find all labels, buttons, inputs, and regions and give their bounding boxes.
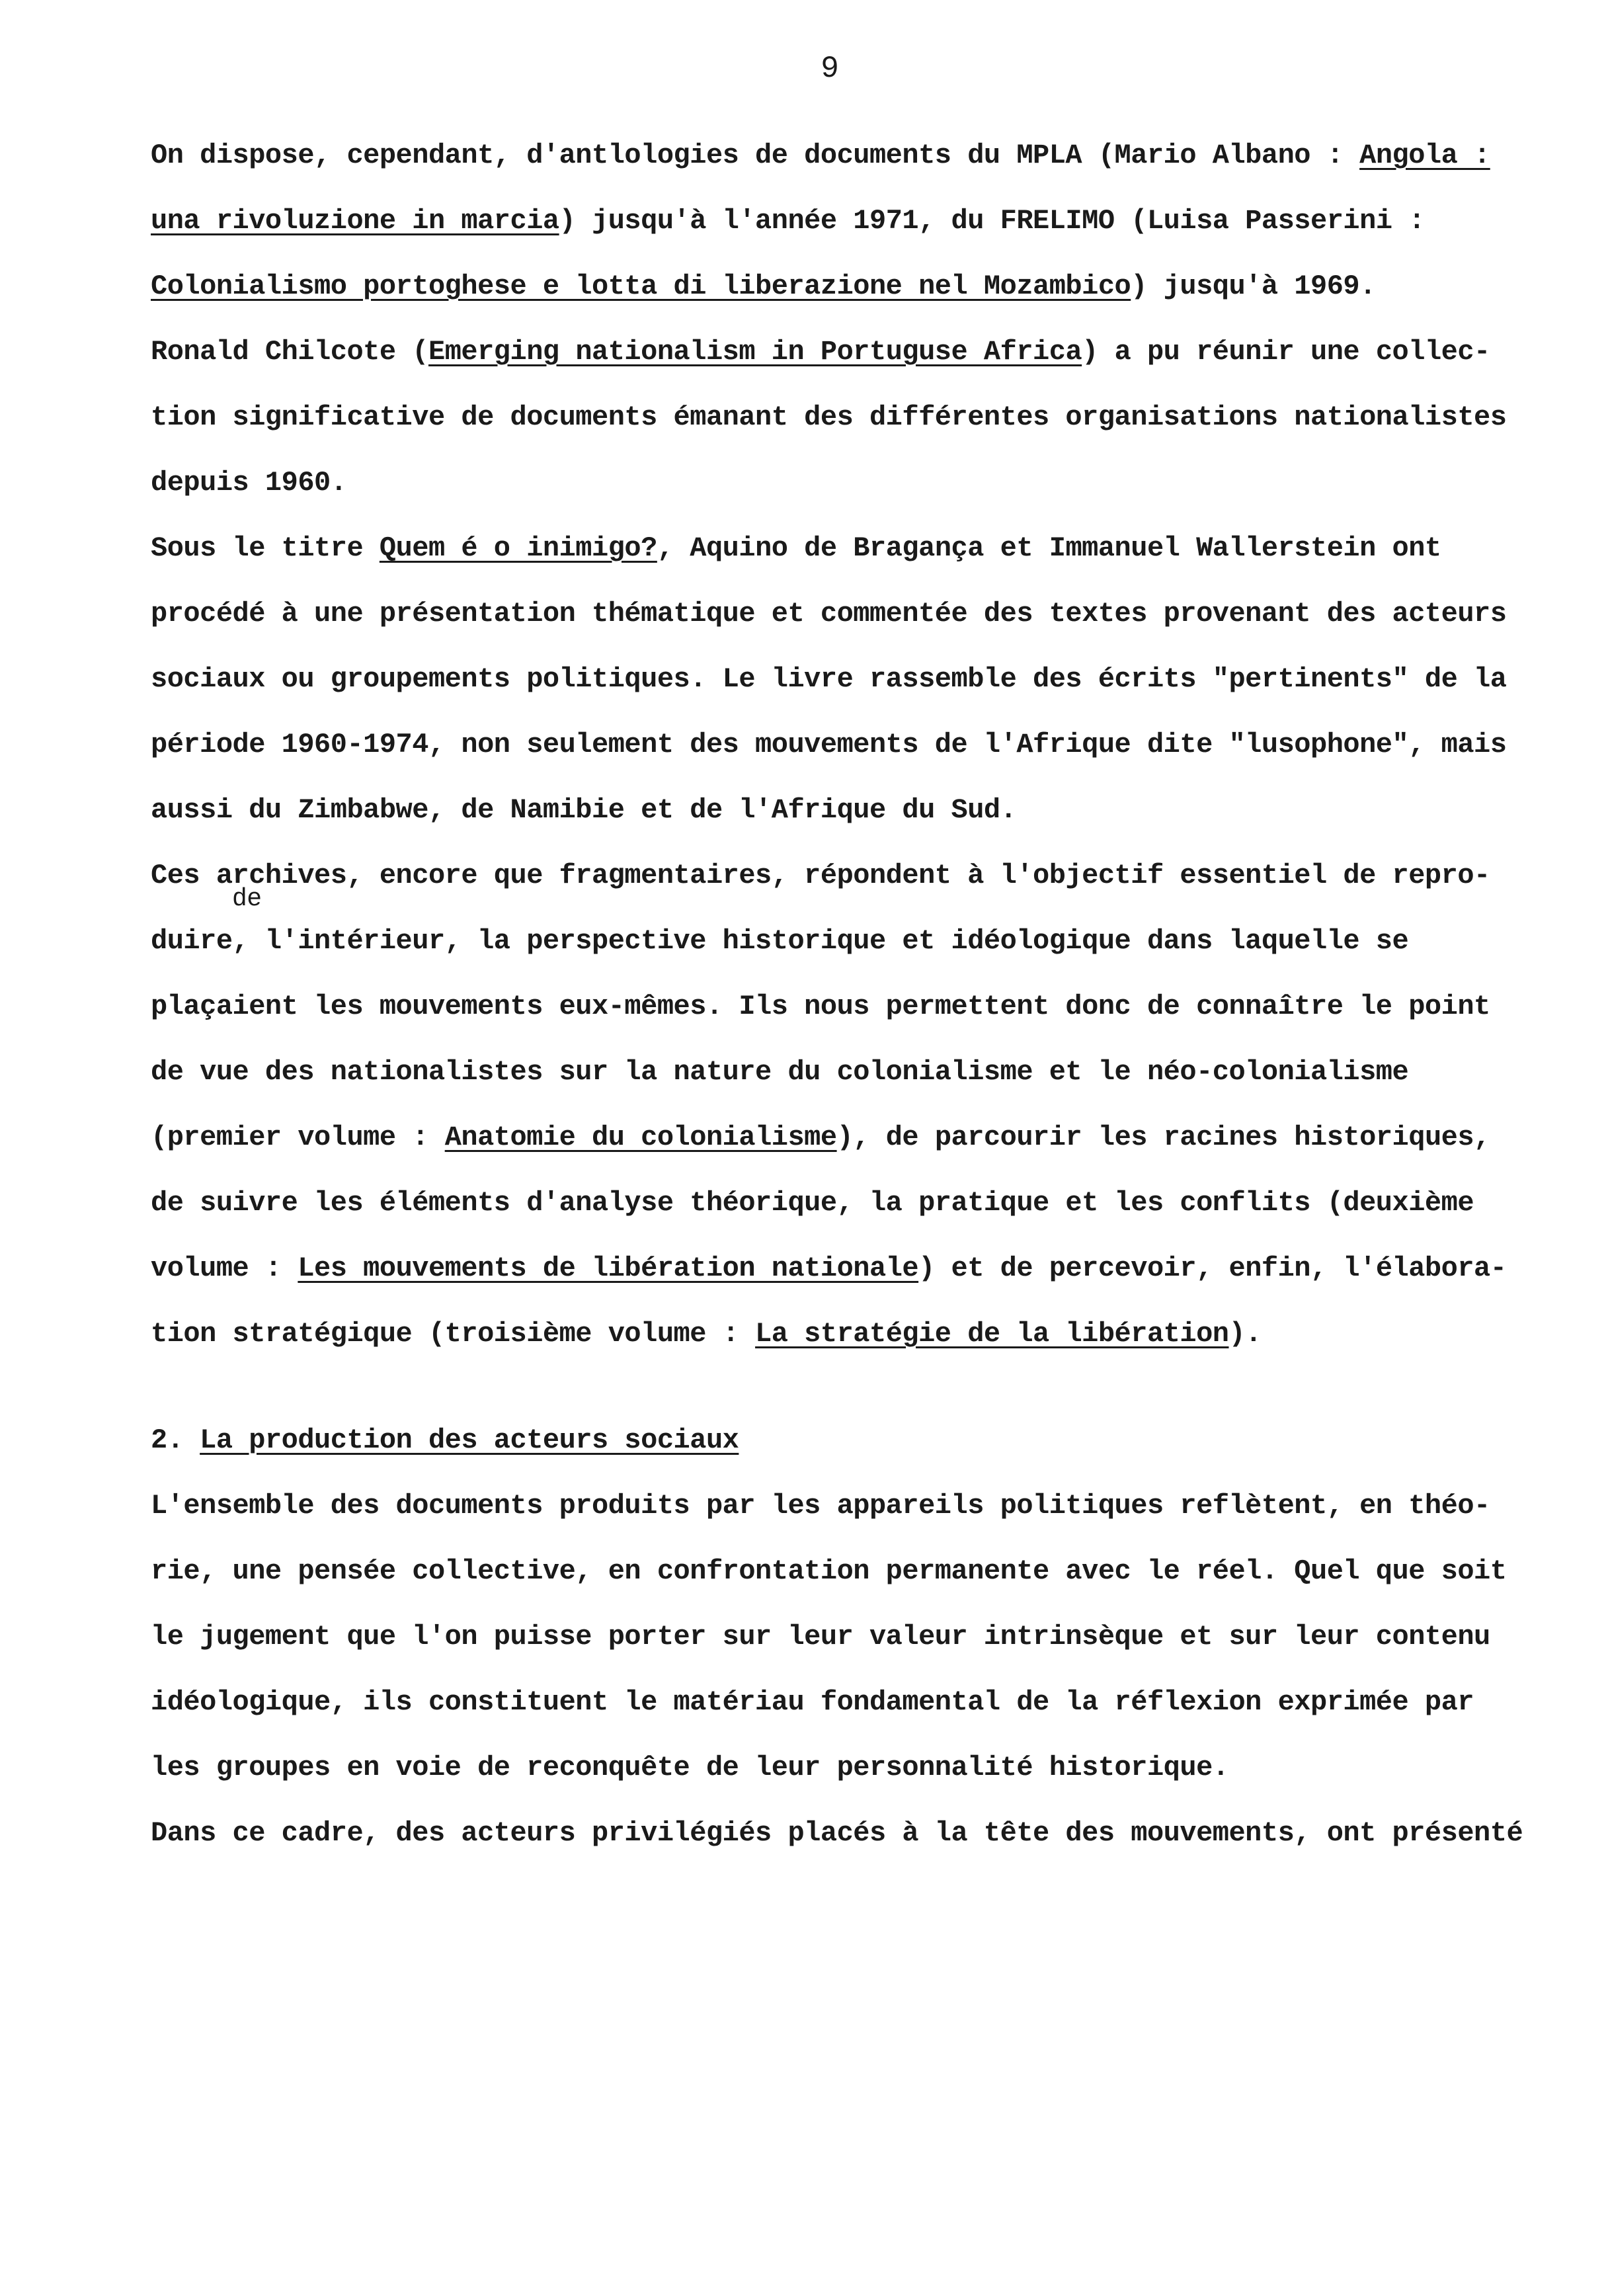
text-line: depuis 1960. — [151, 467, 347, 499]
text-line: una rivoluzione in marcia) jusqu'à l'année 1971, du FRELIMO (Luisa Passerini : — [151, 205, 1425, 237]
section-number: 2. — [151, 1424, 200, 1456]
text-line: Ces archives, encore que fragmentaires, répondent à l'objectif essentiel de repro- — [151, 860, 1490, 891]
page-number: 9 — [821, 52, 839, 86]
paragraph-quem-e-o-inimigo — [151, 516, 1533, 843]
text-line: les groupes en voie de reconquête de leur personnalité historique. — [151, 1752, 1229, 1784]
text-line: L'ensemble des documents produits par les appareils politiques reflètent, en théo- — [151, 1490, 1490, 1522]
handwritten-insertion: de — [232, 885, 262, 913]
text-line: On dispose, cependant, d'antlologies de documents du MPLA (Mario Albano : Angola : — [151, 140, 1490, 171]
text-line: volume : Les mouvements de libération nationale) et de percevoir, enfin, l'élabora- — [151, 1252, 1507, 1284]
text-line: aussi du Zimbabwe, de Namibie et de l'Afrique du Sud. — [151, 794, 1017, 826]
text-line: Ronald Chilcote (Emerging nationalism in Portuguse Africa) a pu réunir une collec- — [151, 336, 1490, 368]
section-heading — [151, 1408, 1533, 1473]
text-line: (premier volume : Anatomie du colonialisme), de parcourir les racines historiques, — [151, 1122, 1490, 1153]
text-line: tion significative de documents émanant des différentes organisations nationalistes — [151, 401, 1507, 433]
text-line: de duire, l'intérieur, la perspective historique et idéologique dans laquelle se — [151, 885, 1409, 957]
text-line: Colonialismo portoghese e lotta di liberazione nel Mozambico) jusqu'à 1969. — [151, 270, 1376, 302]
paragraph-anthologies — [151, 123, 1533, 516]
paragraph-production — [151, 1473, 1533, 1801]
text-line: tion stratégique (troisième volume : La stratégie de la libération). — [151, 1318, 1262, 1350]
text-line: de vue des nationalistes sur la nature du colonialisme et le néo-colonialisme — [151, 1056, 1409, 1088]
book-title: Les mouvements de libération nationale — [298, 1252, 919, 1284]
book-title: Angola : — [1359, 140, 1490, 171]
book-title: una rivoluzione in marcia — [151, 205, 559, 237]
book-title: La stratégie de la libération — [755, 1318, 1229, 1350]
section-gap — [151, 1367, 1533, 1408]
paragraph-acteurs — [151, 1801, 1533, 1866]
text-line: de suivre les éléments d'analyse théorique, la pratique et les conflits (deuxième — [151, 1187, 1474, 1219]
text-line: Dans ce cadre, des acteurs privilégiés placés à la tête des mouvements, ont présenté — [151, 1817, 1523, 1849]
section-title: La production des acteurs sociaux — [200, 1424, 739, 1456]
book-title: Colonialismo portoghese e lotta di liberazione nel Mozambico — [151, 270, 1131, 302]
text-line: procédé à une présentation thématique et commentée des textes provenant des acteurs — [151, 598, 1507, 630]
text-line: rie, une pensée collective, en confrontation permanente avec le réel. Quel que soit — [151, 1555, 1507, 1587]
book-title: Anatomie du colonialisme — [444, 1122, 837, 1153]
text-line: le jugement que l'on puisse porter sur leur valeur intrinsèque et sur leur contenu — [151, 1621, 1490, 1653]
text-line: période 1960-1974, non seulement des mouvements de l'Afrique dite "lusophone", mais — [151, 729, 1507, 760]
text-line: sociaux ou groupements politiques. Le livre rassemble des écrits "pertinents" de la — [151, 663, 1507, 695]
body-text — [151, 123, 1533, 1866]
text-line: idéologique, ils constituent le matériau fondamental de la réflexion exprimée par — [151, 1686, 1474, 1718]
book-title: Quem é o inimigo? — [379, 532, 657, 564]
text-line: Sous le titre Quem é o inimigo?, Aquino de Bragança et Immanuel Wallerstein ont — [151, 532, 1441, 564]
text-line: plaçaient les mouvements eux-mêmes. Ils nous permettent donc de connaître le point — [151, 991, 1490, 1022]
book-title: Emerging nationalism in Portuguse Africa — [428, 336, 1082, 368]
paragraph-archives — [151, 843, 1533, 1367]
